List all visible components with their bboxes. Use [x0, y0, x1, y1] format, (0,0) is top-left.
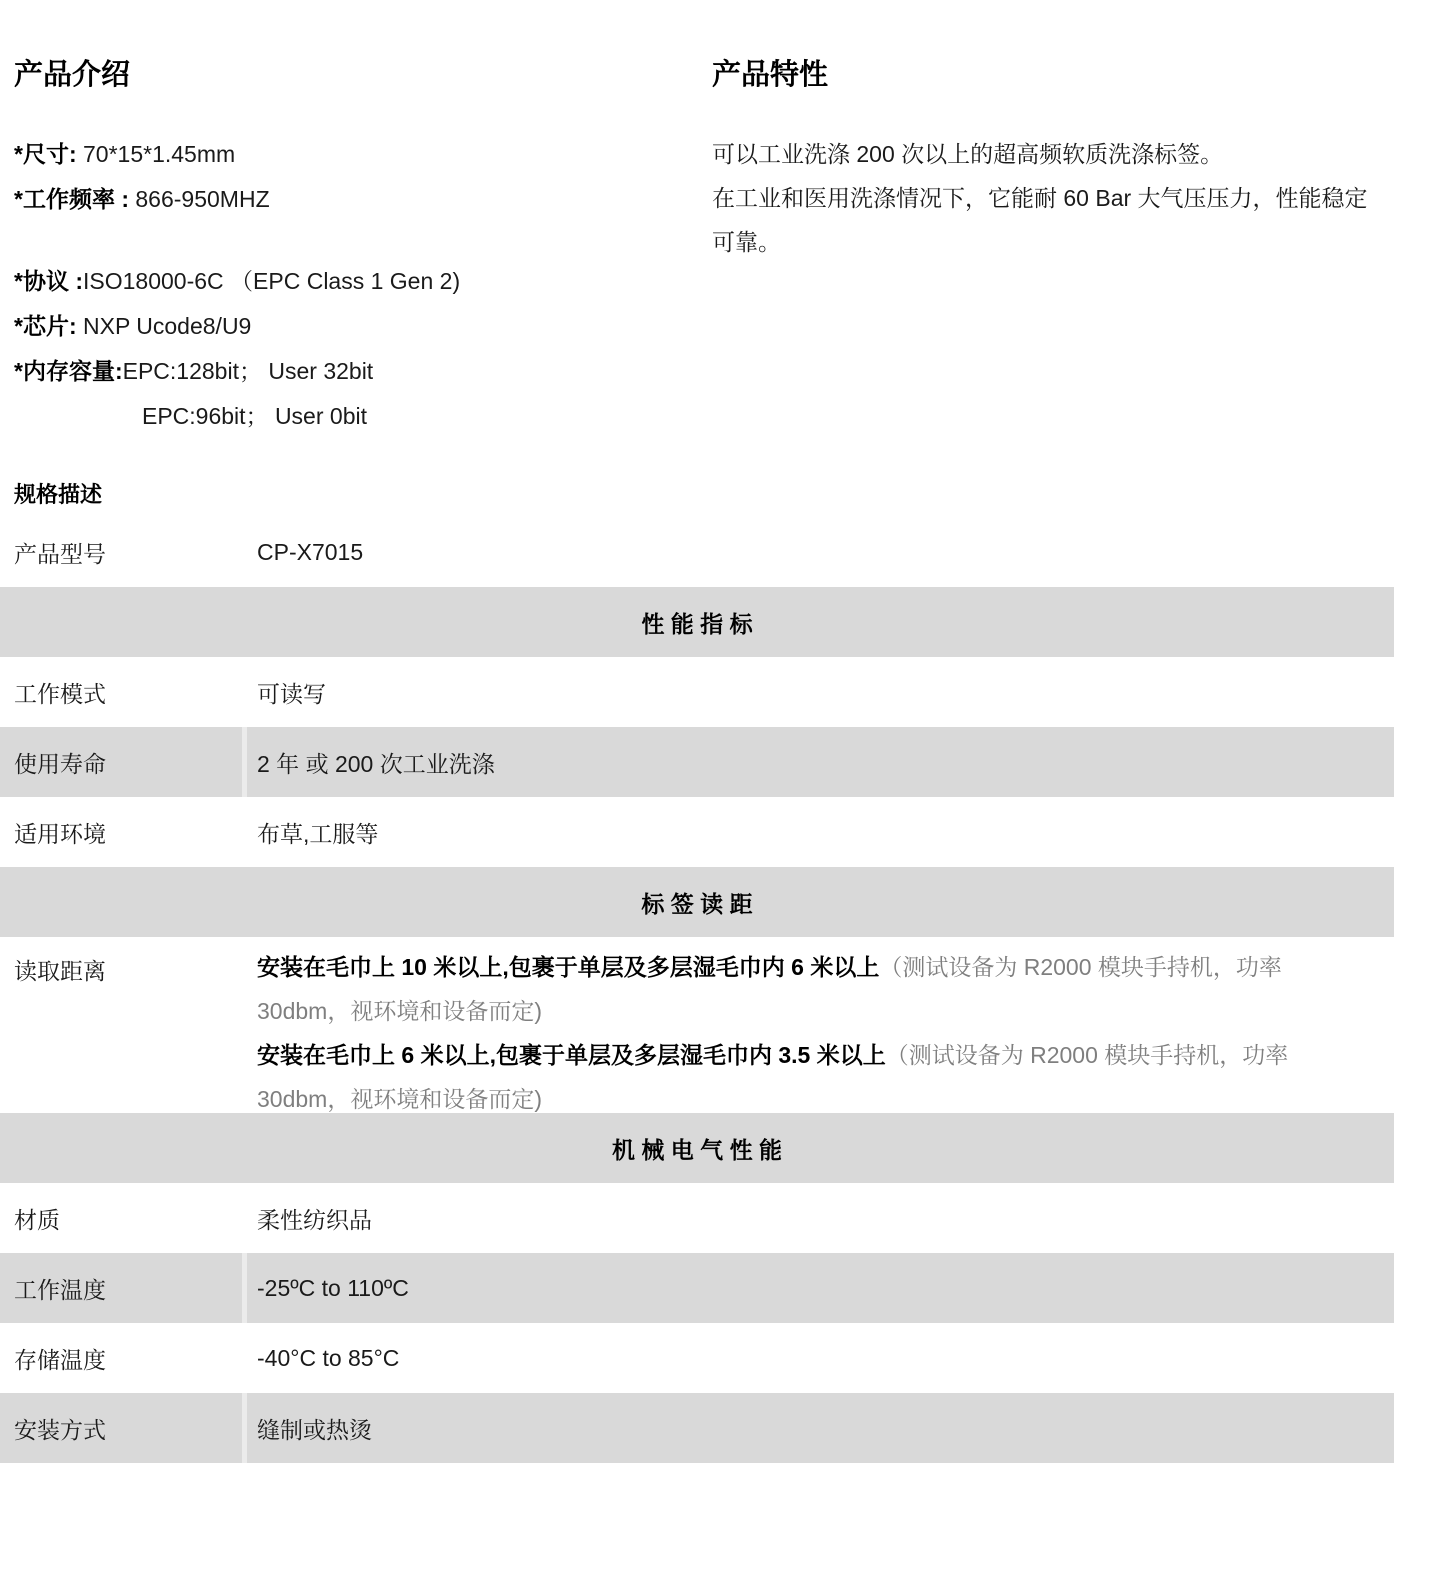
row-environment: [0, 797, 1394, 867]
row-value: 2 年 或 200 次工业洗涤: [247, 727, 1394, 797]
read-distance-line: [257, 1077, 1394, 1121]
row-read-distance: [0, 937, 1394, 1113]
spec-value: NXP Ucode8/U9: [76, 313, 252, 339]
row-label: 使用寿命: [0, 727, 242, 797]
intro-section: [14, 56, 704, 439]
row-value: 可读写: [257, 680, 326, 707]
row-mounting: [0, 1393, 1394, 1463]
row-label: 安装方式: [0, 1393, 242, 1463]
feature-line: 在工业和医用洗涤情况下，它能耐 60 Bar 大气压压力，性能稳定: [712, 185, 1368, 211]
row-lifespan: [0, 727, 1394, 797]
row-label: 工作模式: [14, 680, 106, 707]
read-distance-line: [257, 989, 1394, 1033]
read-distance-line: [257, 1033, 1394, 1077]
spec-value: ISO18000-6C （EPC Class 1 Gen 2): [83, 268, 461, 294]
band-read-range: 标 签 读 距: [0, 867, 1394, 937]
row-value: CP-X7015: [257, 538, 364, 565]
row-value: [247, 937, 1394, 1113]
read-distance-main: 安装在毛巾上 6 米以上,包裹于单层及多层湿毛巾内 3.5 米以上: [257, 1042, 886, 1068]
spec-line-memory-2: [14, 394, 704, 439]
read-distance-note: （测试设备为 R2000 模块手持机，功率: [879, 954, 1282, 980]
spec-line-chip: [14, 304, 704, 349]
band-performance: 性 能 指 标: [0, 587, 1394, 657]
row-label: 工作温度: [0, 1253, 242, 1323]
spec-value: EPC:128bit； User 32bit: [122, 358, 374, 384]
band-mechanical: 机 械 电 气 性 能: [0, 1113, 1394, 1183]
read-distance-note: 30dbm，视环境和设备而定): [257, 998, 542, 1024]
read-distance-note: （测试设备为 R2000 模块手持机，功率: [885, 1042, 1289, 1068]
row-value: 缝制或热烫: [247, 1393, 1394, 1463]
intro-title: 产品介绍: [14, 59, 131, 91]
feature-line: 可以工业洗涤 200 次以上的超高频软质洗涤标签。: [712, 141, 1224, 167]
spec-label: *尺寸:: [14, 141, 77, 167]
row-material: [0, 1183, 1394, 1253]
row-product-model: [0, 517, 1394, 587]
row-value: -25ºC to 110ºC: [247, 1253, 1394, 1323]
spec-label: *协议 :: [14, 268, 83, 294]
spec-line-size: [14, 132, 704, 177]
feature-line: 可靠。: [712, 229, 781, 255]
features-title: 产品特性: [712, 59, 829, 91]
row-work-mode: [0, 657, 1394, 727]
spec-label: *芯片:: [14, 313, 77, 339]
spec-label: *内存容量:: [14, 358, 123, 384]
features-section: [712, 56, 1437, 264]
spec-line-memory: [14, 349, 704, 394]
spec-value: 866-950MHZ: [129, 186, 270, 212]
row-storage-temp: [0, 1323, 1394, 1393]
read-distance-note: 30dbm，视环境和设备而定): [257, 1086, 542, 1112]
spec-table: [0, 517, 1394, 1463]
row-label: 适用环境: [14, 820, 106, 847]
spec-value: 70*15*1.45mm: [76, 141, 236, 167]
row-label: 材质: [14, 1206, 60, 1233]
spec-table-heading: 规格描述: [14, 482, 103, 507]
spec-value: EPC:96bit； User 0bit: [142, 403, 367, 429]
row-value: 布草,工服等: [257, 820, 379, 847]
spec-line-protocol: [14, 259, 704, 304]
read-distance-line: [257, 945, 1394, 989]
read-distance-main: 安装在毛巾上 10 米以上,包裹于单层及多层湿毛巾内 6 米以上: [257, 954, 880, 980]
row-label: 存储温度: [14, 1346, 106, 1373]
row-value: -40°C to 85°C: [257, 1344, 400, 1371]
row-value: 柔性纺织品: [257, 1206, 372, 1233]
row-operating-temp: [0, 1253, 1394, 1323]
spec-label: *工作频率 :: [14, 186, 129, 212]
row-label: 产品型号: [14, 540, 106, 567]
spec-line-frequency: [14, 177, 704, 222]
row-label: 读取距离: [14, 958, 106, 984]
